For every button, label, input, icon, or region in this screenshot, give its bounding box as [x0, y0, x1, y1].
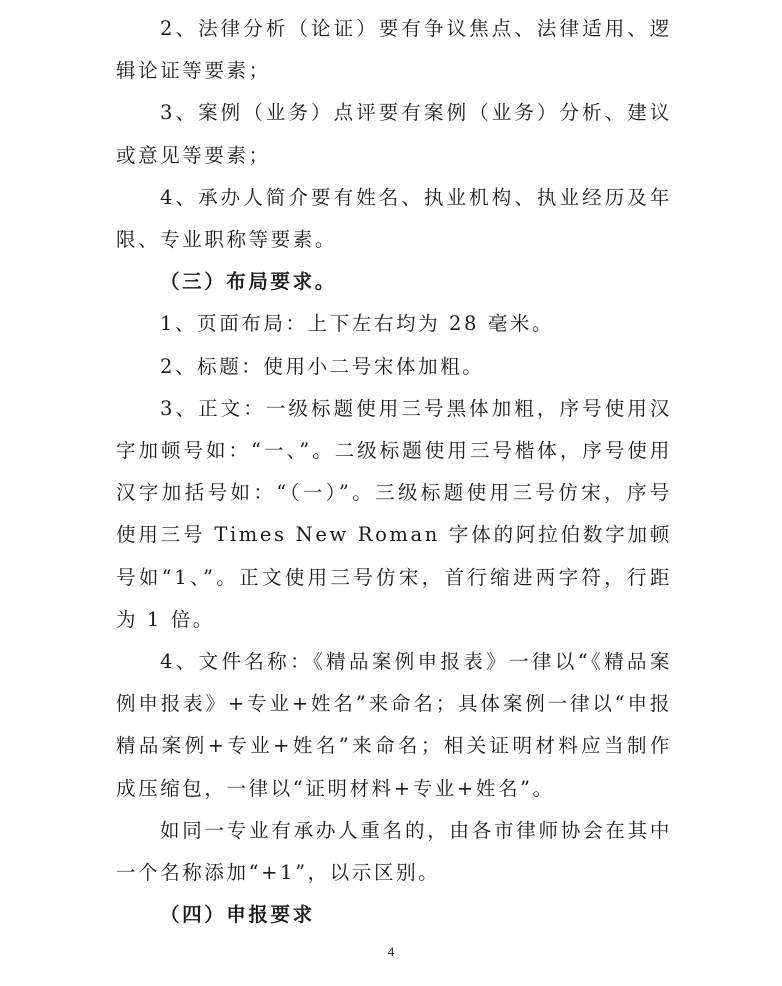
- paragraph-case-review: 3、案例（业务）点评要有案例（业务）分析、建议或意见等要素；: [116, 101, 672, 167]
- section-heading-submission: （四）申报要求: [160, 903, 315, 927]
- section-heading-layout: （三）布局要求。: [160, 270, 337, 294]
- paragraph-duplicate-names: 如同一专业有承办人重名的，由各市律师协会在其中一个名称添加“+1”，以示区别。: [116, 818, 672, 885]
- paragraph-file-naming: 4、文件名称：《精品案例申报表》一律以“《精品案例申报表》+专业+姓名”来命名；具体案例一律以“申报精品案例+专业+姓名”来命名；相关证明材料应当制作成压缩包，一律以“证明材料+专业+姓名”。: [116, 650, 672, 800]
- paragraph-handler-profile: 4、承办人简介要有姓名、执业机构、执业经历及年限、专业职称等要素。: [116, 185, 672, 252]
- paragraph-page-layout: 1、页面布局：上下左右均为 28 毫米。: [160, 312, 555, 336]
- paragraph-title-format: 2、标题：使用小二号宋体加粗。: [160, 354, 485, 378]
- paragraph-legal-analysis: 2、法律分析（论证）要有争议焦点、法律适用、逻辑论证等要素；: [116, 17, 672, 83]
- paragraph-body-format: 3、正文：一级标题使用三号黑体加粗，序号使用汉字加顿号如：“一、”。二级标题使用三号楷体，序号使用汉字加括号如：“（一）”。三级标题使用三号仿宋，序号使用三号 Times New Roman 字体的阿拉伯数字加顿号如“1、”。正文使用三号仿宋，首行缩进两字符，行距为 1 倍。: [116, 396, 672, 631]
- page-number: 4: [387, 944, 395, 959]
- document-body: [116, 8, 672, 936]
